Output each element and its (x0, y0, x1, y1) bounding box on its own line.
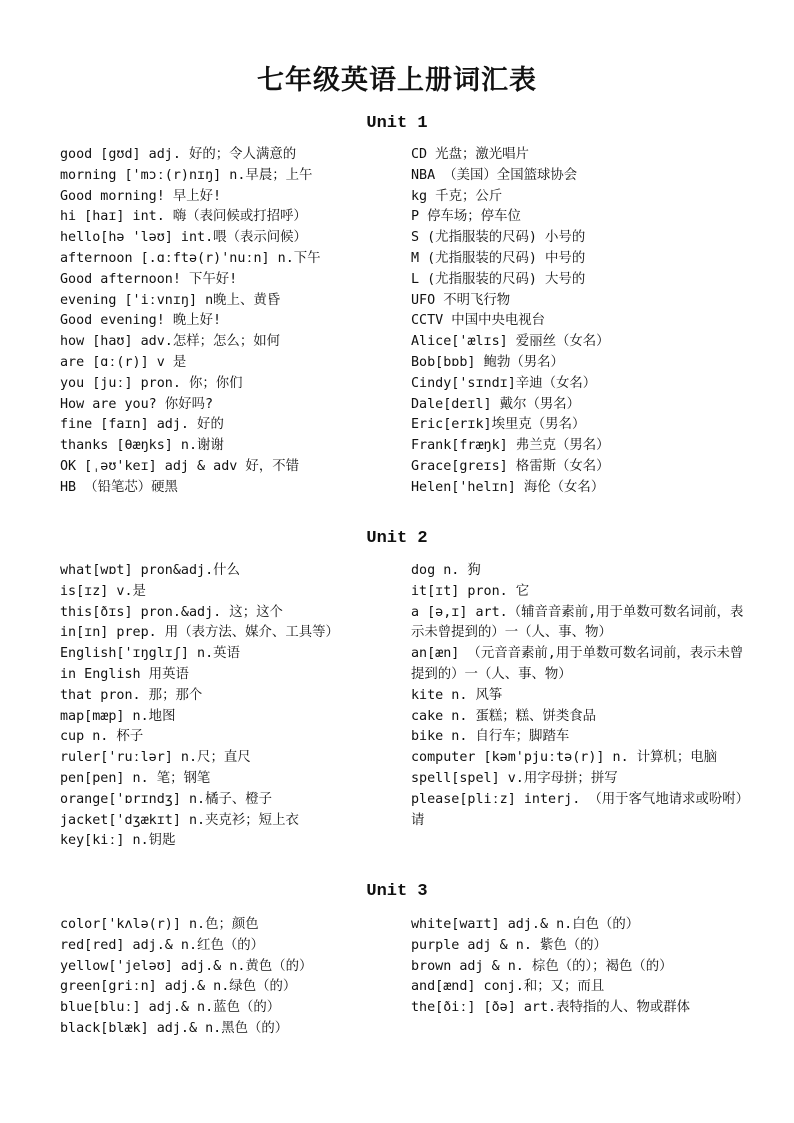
vocab-entry: hello[hə 'ləʊ] int.喂（表示问候） (60, 230, 307, 246)
unit-1-left-column (60, 145, 395, 499)
unit-3-heading: Unit 3 (366, 882, 428, 901)
vocab-entry: how [haʊ] adv.怎样；怎么；如何 (60, 334, 280, 350)
vocab-entry: dog n. 狗 (411, 563, 481, 578)
vocab-entry: L (尤指服装的尺码) 大号的 (411, 271, 586, 287)
vocab-entry: cup n. 杯子 (60, 729, 144, 745)
vocab-entry: are [ɑː(r)] v 是 (60, 354, 187, 370)
vocab-entry: red[red] adj.& n.红色（的） (60, 937, 265, 953)
vocab-entry: Frank[fræŋk] 弗兰克（男名） (411, 438, 610, 454)
vocab-entry: kg 千克；公斤 (411, 188, 503, 204)
vocab-entry: Good morning! 早上好! (60, 188, 222, 204)
vocab-entry: CD 光盘；激光唱片 (411, 147, 529, 162)
unit-2-heading: Unit 2 (366, 529, 428, 548)
vocab-entry: morning ['mɔː(r)nɪŋ] n.早晨；上午 (60, 167, 313, 183)
vocab-entry: evening ['iːvnɪŋ] n晚上、黄昏 (60, 292, 281, 308)
vocab-entry: map[mæp] n.地图 (60, 708, 176, 724)
vocab-entry: Good evening! 晚上好! (60, 313, 222, 329)
vocab-entry: computer [kəm'pjuːtə(r)] n. 计算机；电脑 (411, 750, 718, 766)
vocab-entry: it[ɪt] pron. 它 (411, 583, 530, 599)
vocab-entry: yellow['jeləʊ] adj.& n.黄色（的） (60, 958, 313, 974)
vocab-entry: brown adj & n. 棕色（的）；褐色（的） (411, 958, 673, 974)
vocab-entry: pen[pen] n. 笔；钢笔 (60, 770, 211, 786)
vocab-entry: English['ɪŋglɪʃ] n.英语 (60, 646, 240, 662)
vocab-entry: Good afternoon! 下午好! (60, 271, 238, 287)
vocab-entry: Bob[bɒb] 鲍勃（男名） (411, 354, 564, 370)
vocab-entry: good [gʊd] adj. 好的；令人满意的 (60, 147, 297, 162)
unit-3-left-column (60, 915, 395, 1040)
vocab-entry: afternoon [.ɑːftə(r)'nuːn] n.下午 (60, 250, 321, 266)
vocab-entry: and[ænd] conj.和；又；而且 (411, 979, 605, 995)
page-title: 七年级英语上册词汇表 (257, 65, 537, 96)
vocab-entry: M (尤指服装的尺码) 中号的 (411, 250, 586, 266)
vocab-entry: Grace[greɪs] 格雷斯（女名） (411, 458, 610, 474)
vocab-entry: Dale[deɪl] 戴尔（男名） (411, 396, 581, 412)
vocab-entry: kite n. 风筝 (411, 687, 503, 703)
vocab-entry: bike n. 自行车；脚踏车 (411, 729, 570, 745)
vocab-entry: white[waɪt] adj.& n.白色（的） (411, 917, 640, 932)
unit-1-heading: Unit 1 (366, 114, 428, 133)
vocab-entry: HB （铅笔芯）硬黑 (60, 479, 178, 495)
vocab-entry: what[wɒt] pron&adj.什么 (60, 563, 240, 578)
vocab-entry: Cindy['sɪndɪ]辛迪（女名） (411, 375, 597, 391)
vocab-entry: ruler['ruːlər] n.尺；直尺 (60, 750, 251, 766)
vocab-entry: jacket['dʒækɪt] n.夹克衫；短上衣 (60, 812, 299, 828)
vocab-entry: NBA （美国）全国篮球协会 (411, 167, 578, 183)
vocab-entry: cake n. 蛋糕；糕、饼类食品 (411, 708, 597, 724)
vocab-entry: thanks [θæŋks] n.谢谢 (60, 438, 224, 454)
vocab-entry: black[blæk] adj.& n.黑色（的） (60, 1020, 289, 1036)
vocab-entry: orange['ɒrɪndʒ] n.橘子、橙子 (60, 791, 273, 807)
vocab-entry: is[ɪz] v.是 (60, 583, 146, 599)
vocab-entry: that pron. 那；那个 (60, 687, 203, 703)
vocab-entry: UFO 不明飞行物 (411, 292, 511, 308)
unit-2-right-column (411, 561, 746, 831)
vocab-entry: How are you? 你好吗? (60, 396, 214, 412)
vocab-entry: OK [ˌəʊ'keɪ] adj & adv 好，不错 (60, 458, 299, 474)
unit-1-right-column (411, 145, 746, 499)
vocab-entry: in[ɪn] prep. 用（表方法、媒介、工具等） (60, 625, 339, 641)
vocab-entry: in English 用英语 (60, 666, 189, 682)
vocab-entry: this[ðɪs] pron.&adj. 这；这个 (60, 604, 283, 620)
vocab-entry: fine [faɪn] adj. 好的 (60, 417, 224, 433)
vocab-entry: purple adj & n. 紫色（的） (411, 937, 607, 953)
vocab-entry: you [juː] pron. 你；你们 (60, 375, 243, 391)
vocab-entry: blue[bluː] adj.& n.蓝色（的） (60, 1000, 281, 1016)
vocab-entry: a [ə,ɪ] art.（辅音音素前,用于单数可数名词前，表示未曾提到的）一（人、事、物） (411, 604, 744, 641)
vocab-entry: CCTV 中国中央电视台 (411, 313, 546, 329)
vocab-entry: Alice['ælɪs] 爱丽丝（女名） (411, 334, 610, 350)
vocab-entry: the[ðiː] [ðə] art.表特指的人、物或群体 (411, 1000, 691, 1016)
vocab-entry: Eric[erɪk]埃里克（男名） (411, 417, 586, 433)
unit-2-left-column (60, 561, 395, 852)
vocab-entry: please[pliːz] interj. （用于客气地请求或吩咐）请 (411, 791, 743, 828)
vocab-entry: green[griːn] adj.& n.绿色（的） (60, 979, 297, 995)
vocab-entry: color['kʌlə(r)] n.色；颜色 (60, 917, 259, 932)
vocab-entry: an[æn] （元音音素前,用于单数可数名词前，表示未曾提到的）一（人、事、物） (411, 646, 744, 682)
vocab-entry: key[kiː] n.钥匙 (60, 833, 176, 849)
vocab-entry: hi [haɪ] int. 嗨（表问候或打招呼） (60, 209, 307, 225)
unit-3-right-column (411, 915, 746, 1019)
vocab-entry: S (尤指服装的尺码) 小号的 (411, 230, 586, 246)
vocab-entry: Helen['helɪn] 海伦（女名） (411, 479, 605, 495)
vocab-entry: P 停车场；停车位 (411, 209, 521, 225)
vocab-entry: spell[spel] v.用字母拼；拼写 (411, 770, 618, 786)
